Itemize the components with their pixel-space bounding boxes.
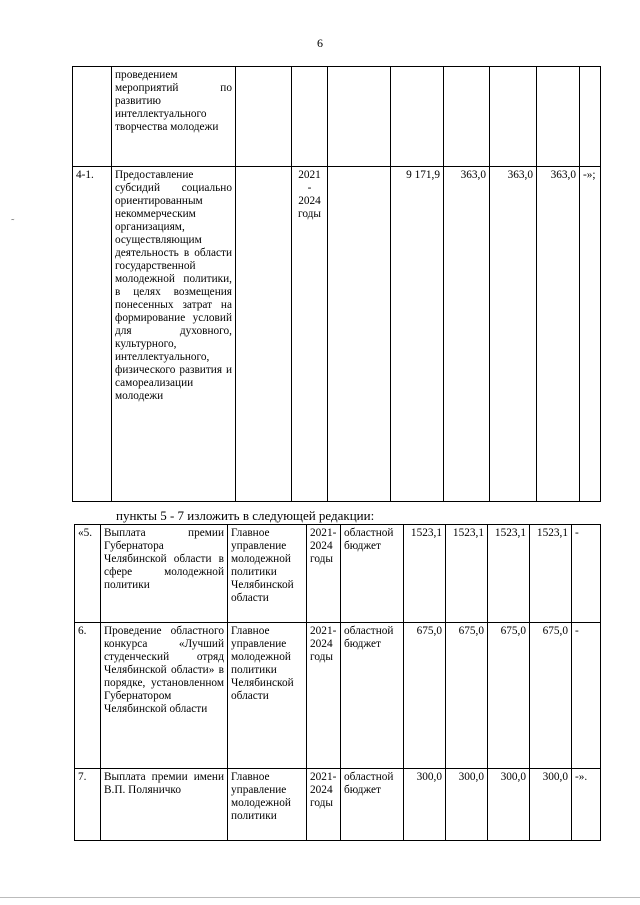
value-year-1 [444,67,490,167]
value-year-2 [490,67,537,167]
program-table-continued [72,66,601,502]
executor [236,67,292,167]
period: 2021-2024 годы [307,623,341,769]
row-end [580,67,601,167]
page-number: 6 [317,36,323,50]
value-year-2: 1523,1 [446,525,488,623]
activity-name: проведением мероприятий по развитию интеллектуального творчества молодежи [112,67,236,167]
funding-source: областной бюджет [341,623,404,769]
value-total [391,67,444,167]
table-row [75,525,601,623]
value-year-3: 1523,1 [488,525,530,623]
activity-name: Выплата премии имени В.П. Поляничко [101,769,228,841]
value-year-3: 363,0 [537,167,580,502]
table-row [75,769,601,841]
value-total: 9 171,9 [391,167,444,502]
value-year-1: 1523,1 [404,525,446,623]
activity-name: Выплата премии Губернатора Челябинской области в сфере молодежной политики [101,525,228,623]
value-year-3 [537,67,580,167]
executor [236,167,292,502]
funding-source: областной бюджет [341,525,404,623]
amendment-instruction: пункты 5 - 7 изложить в следующей редакции: [116,508,375,523]
executor: Главное управление молодежной политики [228,769,307,841]
activity-name: Предоставление субсидий социально ориентированным некоммерческим организациям, осуществляющим деятельность в области государственной молодежной политики, в целях возмещения понесенных затрат на формирование условий для духовного, культурного, интеллектуального, физического развития и самореализации молодежи [112,167,236,502]
executor: Главное управление молодежной политики Челябинской области [228,623,307,769]
row-number: 7. [75,769,101,841]
row-number: «5. [75,525,101,623]
table-row [73,67,601,167]
program-table-new-items [74,524,601,841]
activity-name: Проведение областного конкурса «Лучший студенческий отряд Челябинской области» в порядке, установленном Губернатором Челябинской области [101,623,228,769]
executor: Главное управление молодежной политики Челябинской области [228,525,307,623]
table-row [73,167,601,502]
margin-mark: ˜ [11,218,15,229]
value-year-4: 675,0 [530,623,572,769]
row-number: 4-1. [73,167,112,502]
value-year-2: 363,0 [490,167,537,502]
value-year-4: 1523,1 [530,525,572,623]
row-number [73,67,112,167]
funding-source [328,167,391,502]
value-year-2: 675,0 [446,623,488,769]
value-year-3: 675,0 [488,623,530,769]
value-year-2: 300,0 [446,769,488,841]
value-year-1: 363,0 [444,167,490,502]
period [292,67,328,167]
funding-source: областной бюджет [341,769,404,841]
period: 2021-2024 годы [307,769,341,841]
funding-source [328,67,391,167]
table-row [75,623,601,769]
page-edge [0,897,640,898]
value-year-3: 300,0 [488,769,530,841]
value-year-1: 300,0 [404,769,446,841]
period: 2021-2024 годы [307,525,341,623]
row-end: - [572,623,601,769]
row-end: -»; [580,167,601,502]
row-end: - [572,525,601,623]
period: 2021 - 2024 годы [292,167,328,502]
row-number: 6. [75,623,101,769]
value-year-4: 300,0 [530,769,572,841]
value-year-1: 675,0 [404,623,446,769]
row-end: -». [572,769,601,841]
